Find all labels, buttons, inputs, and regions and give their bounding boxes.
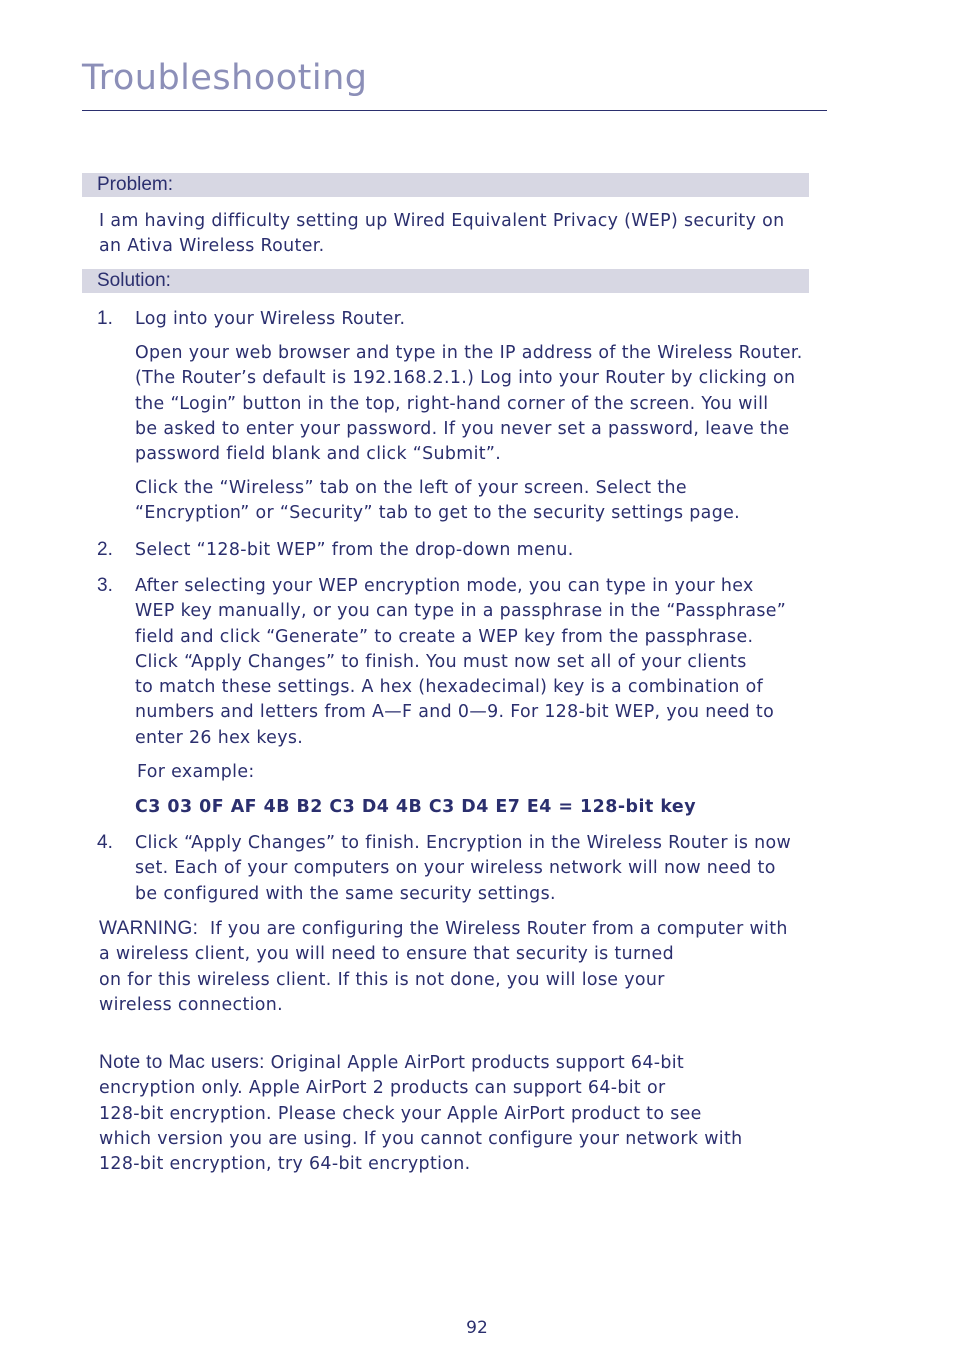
step1-line: “Encryption” or “Security” tab to get to the security settings page. (135, 503, 741, 524)
warning-line: on for this wireless client. If this is not done, you will lose your (99, 969, 665, 990)
warning-first-line (99, 916, 788, 942)
solution-heading-band (82, 269, 809, 293)
step3-line: After selecting your WEP encryption mode, you can type in your hex (135, 576, 754, 596)
mac-note-block (99, 1050, 743, 1177)
step4-line: set. Each of your computers on your wireless network will now need to (135, 858, 776, 879)
warning-line: wireless connection. (99, 994, 284, 1015)
page-title: Troubleshooting (82, 58, 368, 98)
example-key: C3 03 0F AF 4B B2 C3 D4 4B C3 D4 E7 E4 = 128-bit key (135, 797, 697, 817)
warning-label: WARNING: (99, 918, 199, 939)
step3-line: field and click “Generate” to create a WEP key from the passphrase. (135, 626, 754, 647)
step3-line: to match these settings. A hex (hexadecimal) key is a combination of (135, 677, 764, 698)
step1-paragraph-1 (135, 341, 803, 467)
mac-note-line: encryption only. Apple AirPort 2 products can support 64-bit or (99, 1078, 666, 1099)
mac-note-label: Note to Mac users: (99, 1052, 265, 1073)
warning-block (99, 916, 788, 1018)
example-label: For example: (137, 762, 255, 782)
step-number: 1. (97, 308, 113, 329)
step1-paragraph-2 (135, 476, 740, 527)
step-number: 2. (97, 539, 113, 560)
step3-line: WEP key manually, or you can type in a passphrase in the “Passphrase” (135, 601, 787, 622)
step1-line: the “Login” button in the top, right-hand corner of the screen. You will (135, 393, 769, 414)
step-number: 3. (97, 575, 113, 596)
mac-note-text: Original Apple AirPort products support 64-bit (270, 1053, 685, 1073)
solution-heading: Solution: (97, 270, 171, 291)
step1-line: (The Router’s default is 192.168.2.1.) Log into your Router by clicking on (135, 368, 796, 389)
problem-line: I am having difficulty setting up Wired Equivalent Privacy (WEP) security on (99, 211, 785, 231)
problem-text (99, 209, 784, 260)
problem-heading-band (82, 173, 809, 197)
warning-line: a wireless client, you will need to ensure that security is turned (99, 944, 674, 965)
mac-note-line: 128-bit encryption, try 64-bit encryption. (99, 1154, 471, 1175)
title-divider (82, 110, 827, 111)
step1-line: password field blank and click “Submit”. (135, 444, 502, 465)
step2-lead: Select “128-bit WEP” from the drop-down menu. (135, 540, 574, 560)
mac-note-line: which version you are using. If you cannot configure your network with (99, 1128, 743, 1149)
page-number: 92 (466, 1318, 488, 1338)
step1-line: Open your web browser and type in the IP address of the Wireless Router. (135, 343, 803, 363)
step4-line: Click “Apply Changes” to finish. Encryption in the Wireless Router is now (135, 833, 792, 853)
step3-paragraph (135, 574, 786, 751)
step1-lead: Log into your Wireless Router. (135, 309, 406, 329)
problem-line: an Ativa Wireless Router. (99, 236, 325, 257)
step3-line: enter 26 hex keys. (135, 727, 304, 748)
step3-line: numbers and letters from A—F and 0—9. For 128-bit WEP, you need to (135, 702, 775, 723)
warning-text: If you are configuring the Wireless Router from a computer with (209, 919, 788, 939)
step4-line: be configured with the same security settings. (135, 883, 556, 904)
step-number: 4. (97, 832, 113, 853)
step4-paragraph (135, 831, 791, 907)
step1-line: Click the “Wireless” tab on the left of your screen. Select the (135, 478, 687, 498)
problem-heading: Problem: (97, 174, 174, 195)
step1-line: be asked to enter your password. If you never set a password, leave the (135, 418, 790, 439)
mac-note-first-line (99, 1050, 743, 1076)
mac-note-line: 128-bit encryption. Please check your Apple AirPort product to see (99, 1103, 702, 1124)
step3-line: Click “Apply Changes” to finish. You must now set all of your clients (135, 651, 747, 672)
